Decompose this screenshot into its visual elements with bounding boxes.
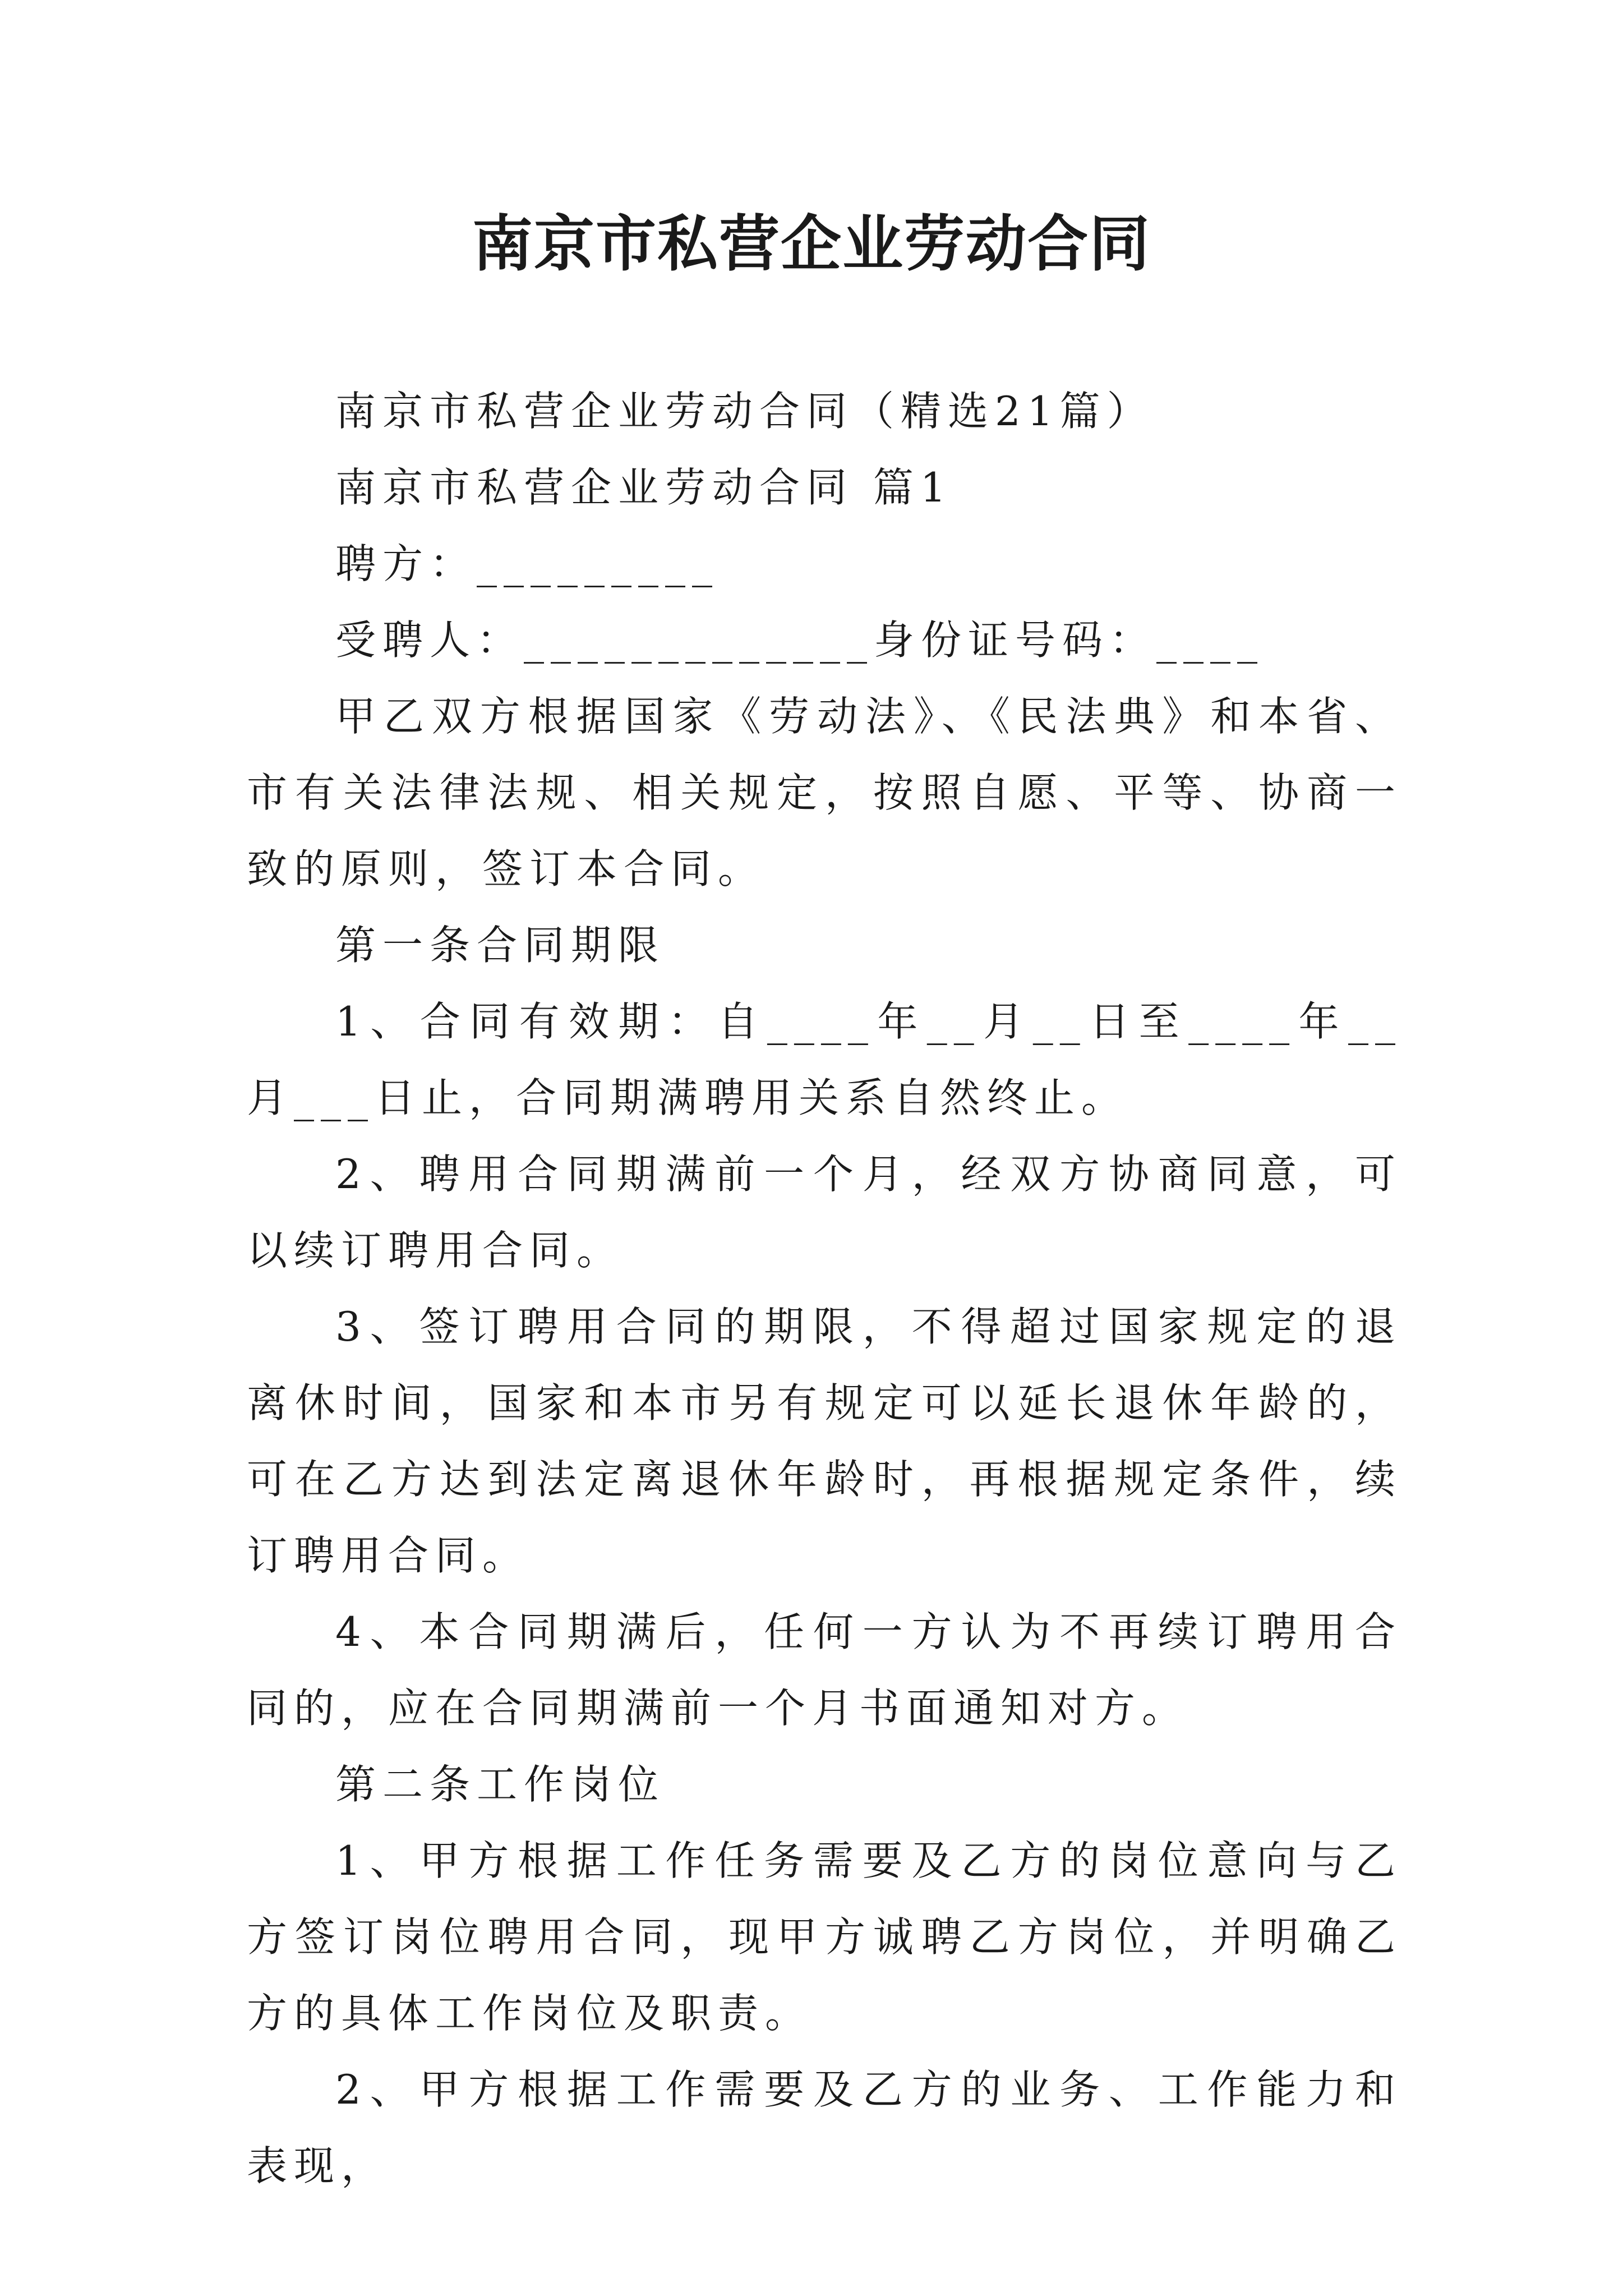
paragraph-article-2-item-1: 1、甲方根据工作任务需要及乙方的岗位意向与乙方签订岗位聘用合同，现甲方诚聘乙方岗位，并明确乙方的具体工作岗位及职责。	[247, 1837, 1402, 2037]
paragraph-article-1-item-3: 3、签订聘用合同的期限，不得超过国家规定的退离休时间，国家和本市另有规定可以延长退休年龄的，可在乙方达到法定离退休年龄时，再根据规定条件，续订聘用合同。	[247, 1303, 1402, 1579]
paragraph-subtitle: 南京市私营企业劳动合同（精选21篇）	[335, 388, 1154, 435]
paragraph-article-1-heading: 第一条合同期限	[335, 922, 666, 969]
paragraph-article-2-item-2: 2、甲方根据工作需要及乙方的业务、工作能力和表现，	[247, 2066, 1402, 2189]
document-title: 南京市私营企业劳动合同	[472, 209, 1151, 279]
paragraph-article-1-item-4: 4、本合同期满后，任何一方认为不再续订聘用合同的，应在合同期满前一个月书面通知对方。	[247, 1608, 1402, 1732]
document-body	[247, 373, 1402, 2204]
paragraph-employer-field: 聘方：_________	[335, 540, 720, 587]
paragraph-section-heading: 南京市私营企业劳动合同 篇1	[335, 464, 953, 511]
paragraph-article-1-item-2: 2、聘用合同期满前一个月，经双方协商同意，可以续订聘用合同。	[247, 1151, 1402, 1274]
paragraph-preamble: 甲乙双方根据国家《劳动法》、《民法典》和本省、市有关法律法规、相关规定，按照自愿、平等、协商一致的原则，签订本合同。	[247, 693, 1402, 892]
paragraph-employee-field: 受聘人：_____________身份证号码：____	[335, 616, 1265, 664]
paragraph-article-2-heading: 第二条工作岗位	[335, 1761, 666, 1808]
paragraph-article-1-item-1: 1、合同有效期：自____年__月__日至____年__月___日止，合同期满聘用关系自然终止。	[247, 998, 1402, 1121]
